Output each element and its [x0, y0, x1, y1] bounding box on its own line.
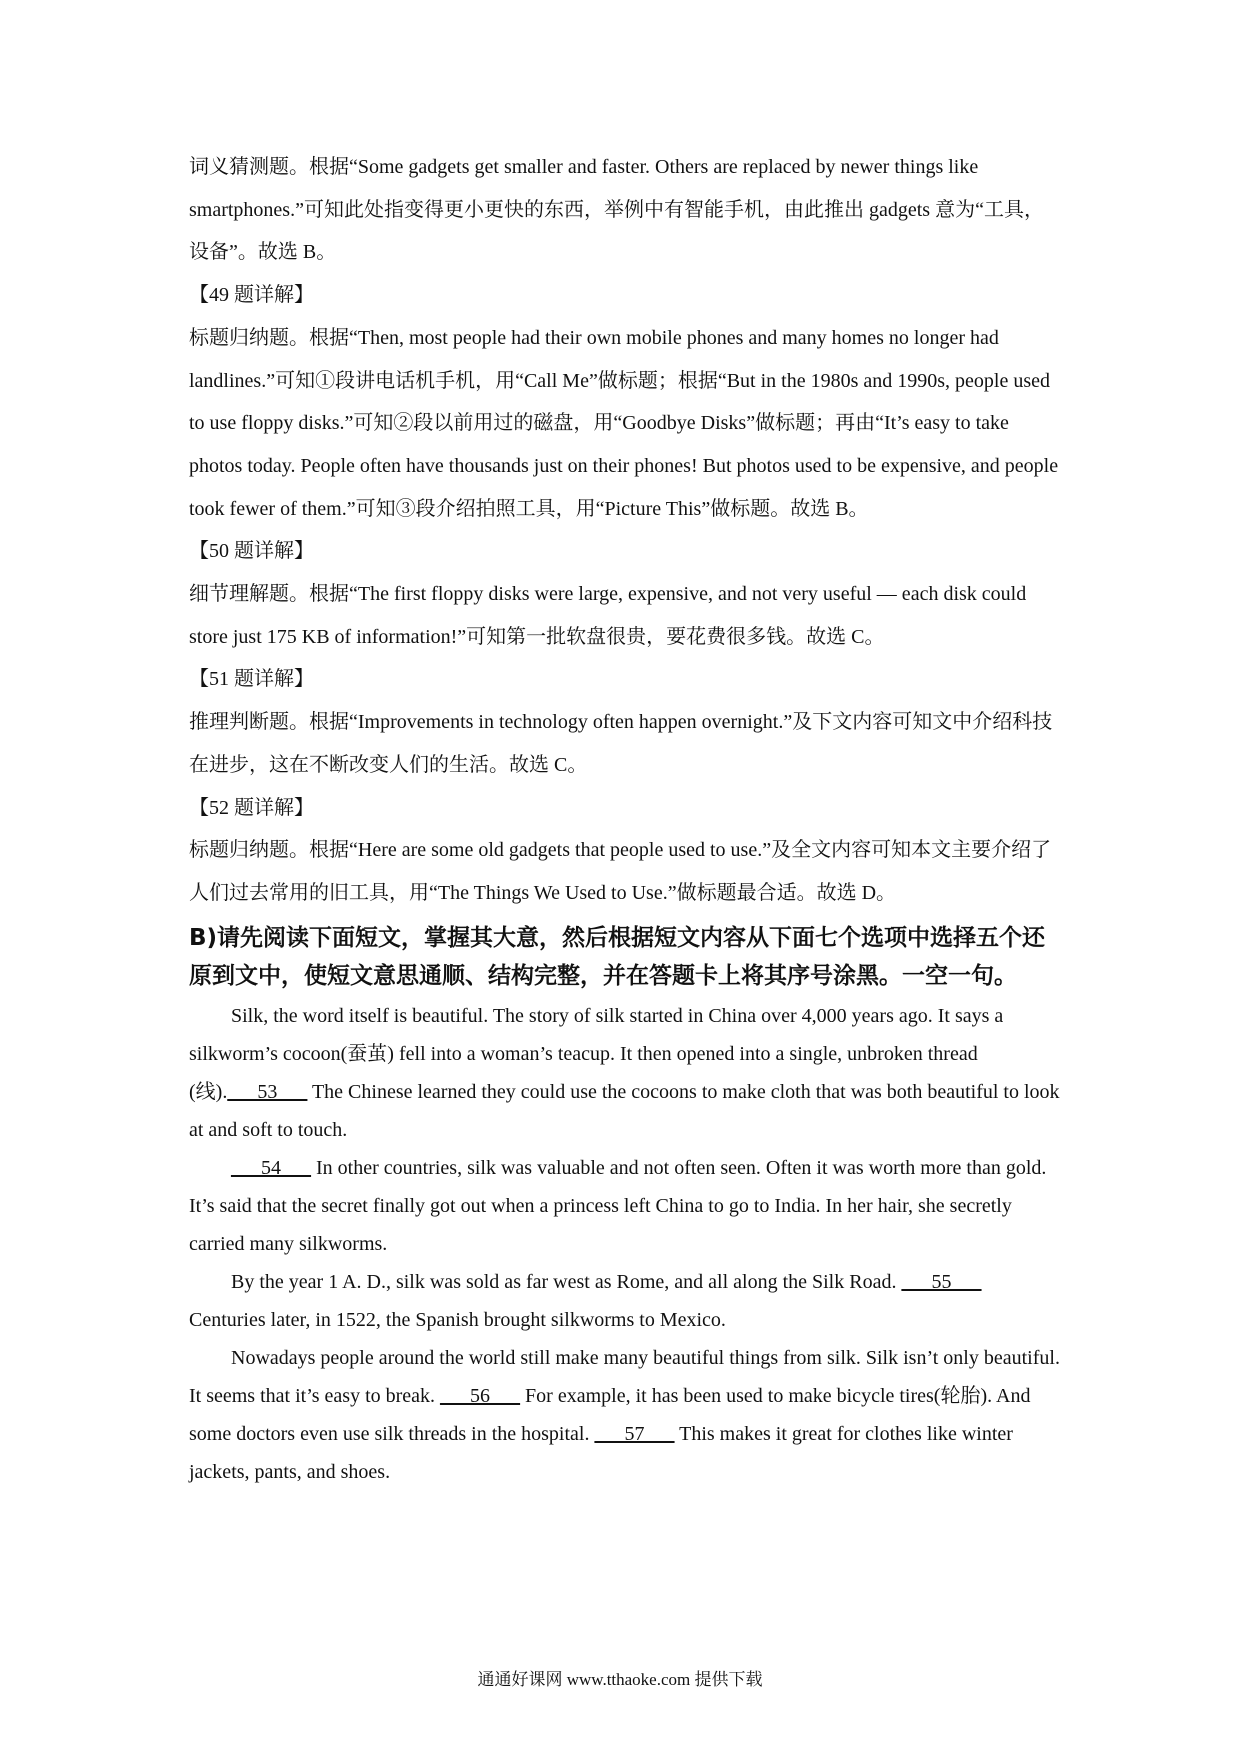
- passage-paragraph: [189, 1149, 1060, 1263]
- passage-paragraph: [189, 997, 1060, 1149]
- passage-text: Nowadays people around the world still make many beautiful things from silk. Silk isn’t only beautiful. It seems that it’s easy to break.: [189, 1346, 1060, 1407]
- passage-text: Silk, the word itself is beautiful. The story of silk started in China over 4,000 years ago. It says a silkworm’s cocoon(蚕茧) fell into a woman’s teacup. It then opened into a single, unbroken thread (线).: [189, 1004, 1004, 1103]
- answer-blank: ___53___: [227, 1080, 308, 1103]
- explanation-heading: 【52 题详解】: [189, 796, 314, 819]
- page-footer: 通通好课网 www.tthaoke.com 提供下载: [477, 1670, 763, 1689]
- passage-text: For example, it has been used to make bicycle tires(轮胎). And some doctors even use silk threads in the hospital.: [189, 1384, 1031, 1445]
- explanation-heading: 【50 题详解】: [189, 540, 314, 563]
- explanation-text: 词义猜测题。根据“Some gadgets get smaller and faster. Others are replaced by newer things like smartphones.”可知此处指变得更小更快的东西，举例中有智能手机，由此推出 gadgets 意为“工具，设备”。故选 B。: [189, 156, 1044, 264]
- passage-paragraph: [189, 1263, 1060, 1339]
- passage-text: By the year 1 A. D., silk was sold as far west as Rome, and all along the Silk Road.: [231, 1270, 902, 1293]
- explanation-heading: 【49 题详解】: [189, 284, 314, 307]
- explanation-heading: 【51 题详解】: [189, 668, 314, 691]
- answer-explanations: [189, 146, 1060, 915]
- answer-blank: ___54___: [231, 1156, 311, 1179]
- explanation-text: 标题归纳题。根据“Then, most people had their own mobile phones and many homes no longer had landlines.”可知①段讲电话机手机，用“Call Me”做标题；根据“But in the 1980s and 1990s, people used to use floppy disks.”可知②段以前用过的磁盘，用“Goodbye Disks”做标题；再由“It’s easy to take photos today. People often have thousands just on their phones! But photos used to be expensive, and people took fewer of them.”可知③段介绍拍照工具，用“Picture This”做标题。故选 B。: [189, 326, 1059, 520]
- explanation-text: 细节理解题。根据“The first floppy disks were large, expensive, and not very useful — each disk could store just 175 KB of information!”可知第一批软盘很贵，要花费很多钱。故选 C。: [189, 583, 1027, 648]
- passage-paragraph: [189, 1339, 1060, 1491]
- answer-blank: ___55___: [901, 1270, 982, 1293]
- passage-text: In other countries, silk was valuable and not often seen. Often it was worth more than gold. It’s said that the secret finally got out when a princess left China to go to India. In her hair, she secretly carried many silkworms.: [189, 1156, 1047, 1255]
- explanation-text: 推理判断题。根据“Improvements in technology often happen overnight.”及下文内容可知文中介绍科技在进步，这在不断改变人们的生活。故选 C。: [189, 711, 1053, 776]
- answer-blank: ___57___: [594, 1422, 675, 1445]
- passage-text: The Chinese learned they could use the cocoons to make cloth that was both beautiful to look at and soft to touch.: [189, 1080, 1060, 1141]
- answer-blank: ___56___: [440, 1384, 521, 1407]
- explanation-text: 标题归纳题。根据“Here are some old gadgets that people used to use.”及全文内容可知本文主要介绍了人们过去常用的旧工具，用“The Things We Used to Use.”做标题最合适。故选 D。: [189, 839, 1052, 904]
- passage-text: Centuries later, in 1522, the Spanish brought silkworms to Mexico.: [189, 1308, 726, 1331]
- reading-passage: [189, 997, 1060, 1491]
- passage-text: This makes it great for clothes like winter jackets, pants, and shoes.: [189, 1422, 1013, 1483]
- section-b-instruction: B)请先阅读下面短文，掌握其大意，然后根据短文内容从下面七个选项中选择五个还原到文中，使短文意思通顺、结构完整，并在答题卡上将其序号涂黑。一空一句。: [189, 924, 1046, 989]
